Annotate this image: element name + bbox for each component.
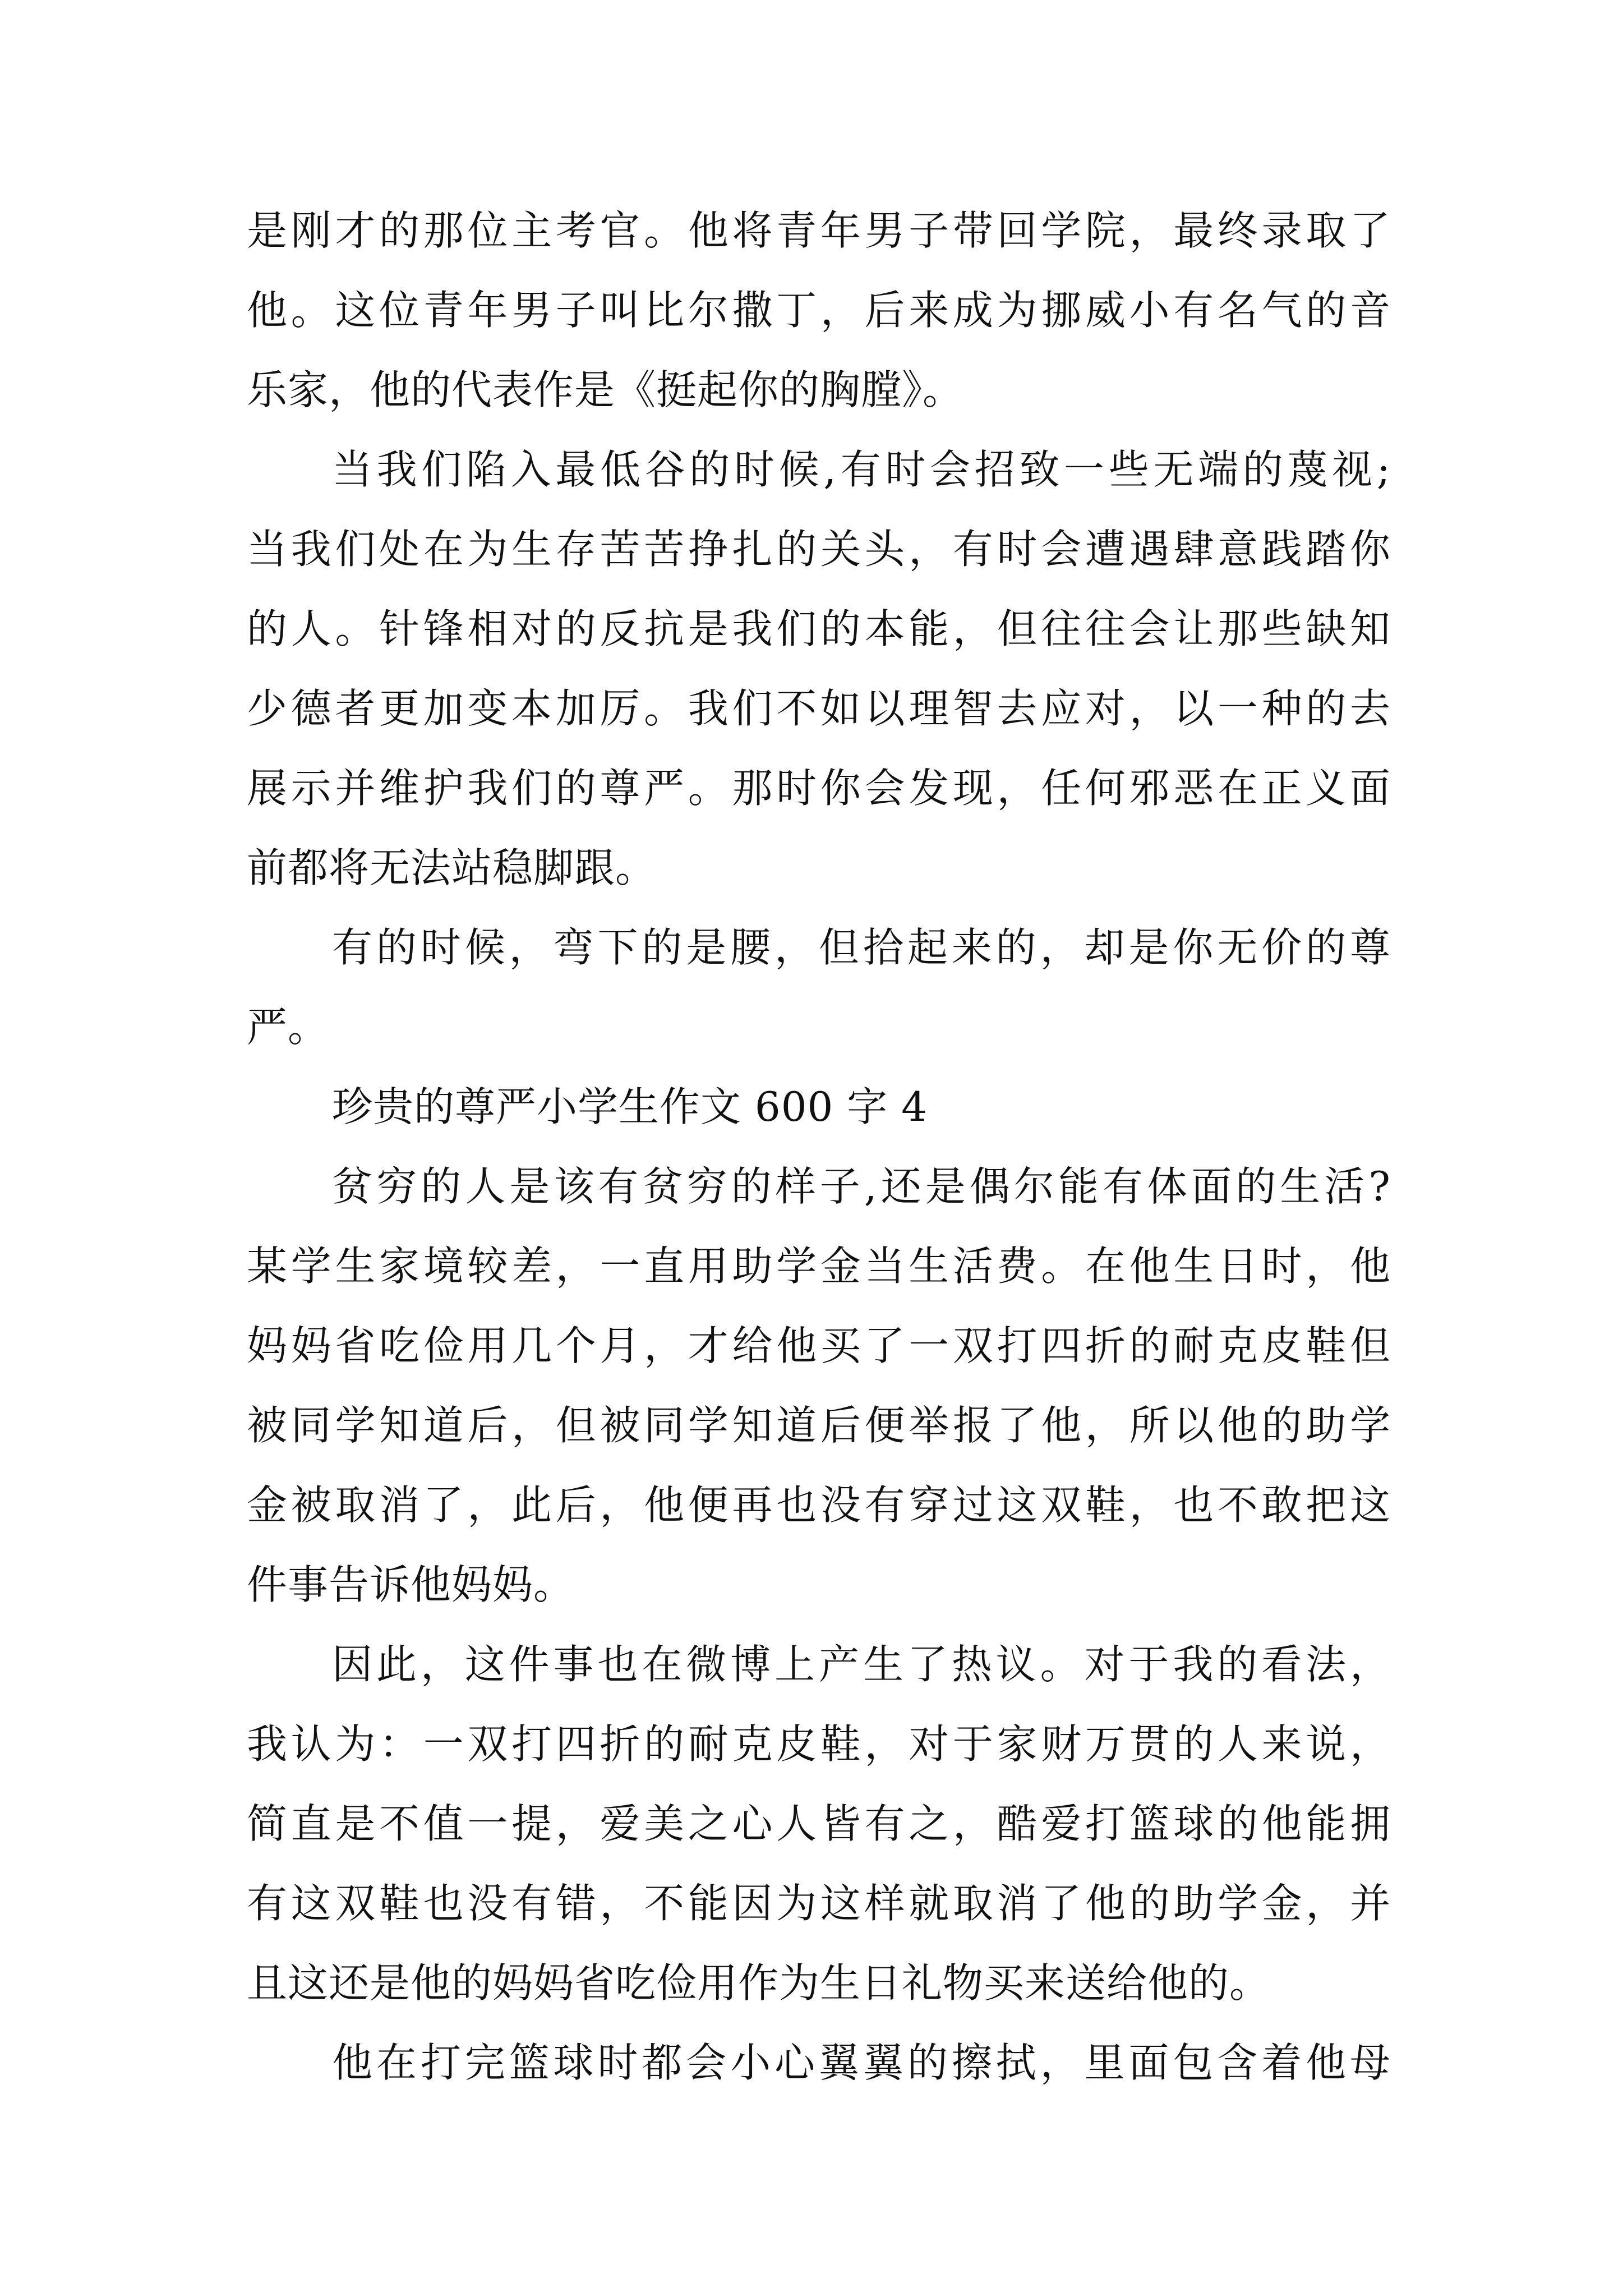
paragraph-start-line: 他在打完篮球时都会小心翼翼的擦拭，里面包含着他母 (332, 2039, 1391, 2086)
paragraph-start-line: 有的时候，弯下的是腰，但拾起来的，却是你无价的尊 (332, 924, 1391, 971)
text-line: 有这双鞋也没有错，不能因为这样就取消了他的助学金，并 (247, 1880, 1391, 1927)
paragraph-start-line: 贫穷的人是该有贫穷的样子,还是偶尔能有体面的生活? (332, 1163, 1391, 1210)
text-line: 少德者更加变本加厉。我们不如以理智去应对，以一种的去 (247, 685, 1391, 732)
text-line: 当我们处在为生存苦苦挣扎的关头，有时会遭遇肆意践踏你 (247, 526, 1391, 573)
paragraph-start-line: 当我们陷入最低谷的时候,有时会招致一些无端的蔑视; (332, 446, 1391, 493)
text-line: 前都将无法站稳脚跟。 (247, 844, 657, 891)
text-line: 是刚才的那位主考官。他将青年男子带回学院，最终录取了 (247, 207, 1391, 254)
text-line: 被同学知道后，但被同学知道后便举报了他，所以他的助学 (247, 1402, 1391, 1449)
text-line: 金被取消了，此后，他便再也没有穿过这双鞋，也不敢把这 (247, 1481, 1391, 1529)
text-line: 严。 (247, 1004, 329, 1051)
section-heading: 珍贵的尊严小学生作文 600 字 4 (332, 1083, 928, 1130)
text-line: 的人。针锋相对的反抗是我们的本能，但往往会让那些缺知 (247, 605, 1391, 652)
text-line: 妈妈省吃俭用几个月，才给他买了一双打四折的耐克皮鞋但 (247, 1322, 1391, 1369)
paragraph-start-line: 因此，这件事也在微博上产生了热议。对于我的看法， (332, 1641, 1391, 1688)
text-line: 展示并维护我们的尊严。那时你会发现，任何邪恶在正义面 (247, 765, 1391, 812)
text-line: 我认为：一双打四折的耐克皮鞋，对于家财万贯的人来说， (247, 1720, 1391, 1768)
text-line: 乐家，他的代表作是《挺起你的胸膛》。 (247, 366, 964, 413)
document-page (247, 191, 1391, 2102)
text-line: 且这还是他的妈妈省吃俭用作为生日礼物买来送给他的。 (247, 1959, 1271, 2007)
text-line: 简直是不值一提，爱美之心人皆有之，酷爱打篮球的他能拥 (247, 1800, 1391, 1847)
text-line: 他。这位青年男子叫比尔撒丁，后来成为挪威小有名气的音 (247, 287, 1391, 334)
text-line: 某学生家境较差，一直用助学金当生活费。在他生日时，他 (247, 1243, 1391, 1290)
text-line: 件事告诉他妈妈。 (247, 1561, 575, 1608)
